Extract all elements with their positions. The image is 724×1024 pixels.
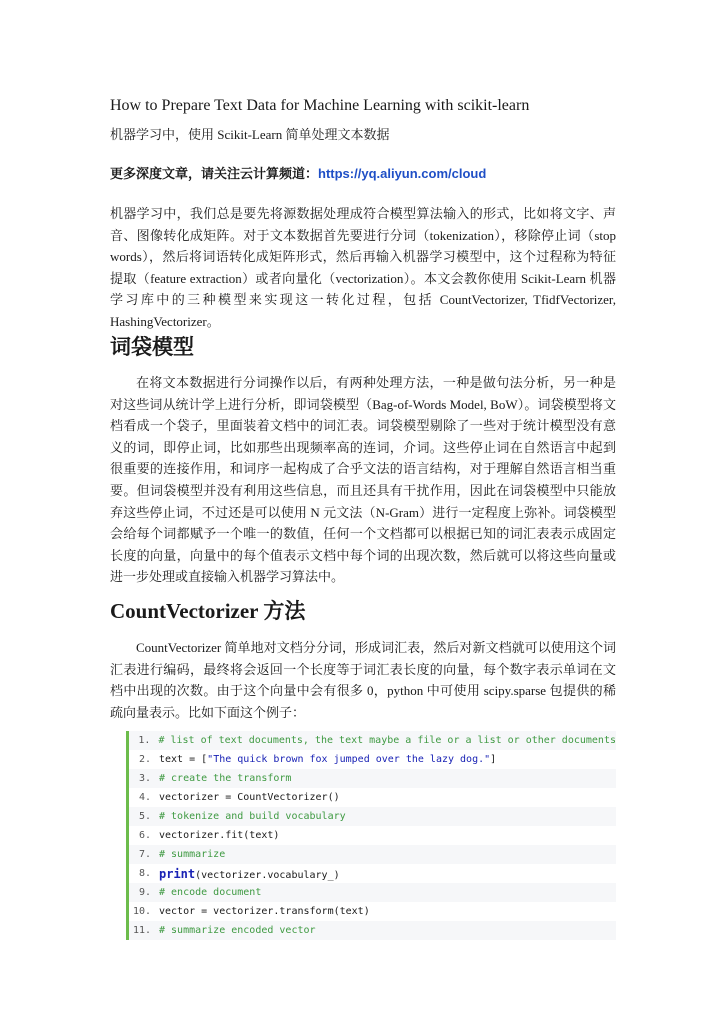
section-heading-bag-of-words: 词袋模型 bbox=[110, 335, 194, 359]
code-line bbox=[126, 788, 616, 807]
line-number: 3. bbox=[126, 769, 157, 788]
line-number: 1. bbox=[126, 731, 156, 750]
code-line bbox=[126, 826, 616, 845]
code-text: vectorizer = CountVectorizer() bbox=[159, 792, 340, 803]
code-text: vector = vectorizer.transform(text) bbox=[159, 906, 370, 917]
code-line bbox=[126, 921, 616, 940]
code-comment: # list of text documents, the text maybe a file or a list or other documents bbox=[158, 735, 616, 746]
promo-link[interactable]: https://yq.aliyun.com/cloud bbox=[318, 166, 487, 181]
code-comment: # encode document bbox=[159, 887, 262, 898]
code-keyword: print bbox=[159, 866, 196, 881]
code-token: text = [ bbox=[159, 754, 208, 765]
code-line bbox=[126, 750, 616, 769]
document-title-chinese: 机器学习中，使用 Scikit-Learn 简单处理文本数据 bbox=[110, 127, 390, 142]
promo-line bbox=[110, 165, 486, 183]
code-block bbox=[126, 731, 616, 940]
bag-of-words-paragraph: 在将文本数据进行分词操作以后，有两种处理方法，一种是做句法分析，另一种是对这些词从统计学上进行分析，即词袋模型（Bag-of-Words Model, BoW）。词袋模型将文档看成一个袋子，里面装着文档中的词汇表。词袋模型剔除了一些对于统计模型没有意义的词，即停止词，比如那些出现频率高的连词，介词。这些停止词在自然语言中起到很重要的连接作用，和词序一起构成了合乎文法的语言结构，对于理解自然语言相当重要。但词袋模型并没有利用这些信息，而且还具有干扰作用，因此在词袋模型中只能放弃这些停止词，不过还是可以使用 N 元文法（N-Gram）进行一定程度上弥补。词袋模型会给每个词都赋予一个唯一的数值，任何一个文档都可以根据已知的词汇表表示成固定长度的向量，向量中的每个值表示文档中每个词的出现次数，然后就可以将这些向量或进一步处理或直接输入机器学习算法中。 bbox=[110, 375, 616, 585]
line-number: 5. bbox=[126, 807, 157, 826]
code-text bbox=[157, 867, 340, 881]
code-line bbox=[126, 807, 616, 826]
code-line bbox=[126, 769, 616, 788]
intro-paragraph: 机器学习中，我们总是要先将源数据处理成符合模型算法输入的形式，比如将文字、声音、图像转化成矩阵。对于文本数据首先要进行分词（tokenization），移除停止词（stop words），然后将词语转化成矩阵形式，然后再输入机器学习模型中，这个过程称为特征提取（feature extraction）或者向量化（vectorization）。本文会教你使用 Scikit-Learn 机器学习库中的三种模型来实现这一转化过程，包括 CountVectorizer, TfidfVectorizer, HashingVectorizer。 bbox=[110, 206, 616, 329]
code-string: "The quick brown fox jumped over the lazy dog." bbox=[207, 754, 491, 765]
line-number: 8. bbox=[126, 864, 157, 883]
code-text: vectorizer.fit(text) bbox=[159, 830, 280, 841]
code-comment: # tokenize and build vocabulary bbox=[159, 811, 346, 822]
line-number: 2. bbox=[126, 750, 157, 769]
line-number: 10. bbox=[126, 902, 157, 921]
code-comment: # create the transform bbox=[159, 773, 292, 784]
section-heading-countvectorizer: CountVectorizer 方法 bbox=[110, 599, 306, 623]
document-title-english: How to Prepare Text Data for Machine Learning with scikit-learn bbox=[110, 97, 530, 114]
line-number: 11. bbox=[126, 921, 157, 940]
code-comment: # summarize encoded vector bbox=[159, 925, 316, 936]
promo-text: 更多深度文章，请关注云计算频道： bbox=[110, 166, 319, 181]
countvectorizer-paragraph: CountVectorizer 简单地对文档分分词，形成词汇表，然后对新文档就可以使用这个词汇表进行编码，最终将会返回一个长度等于词汇表长度的向量，每个数字表示单词在文档中出现的次数。由于这个向量中会有很多 0，python 中可使用 scipy.sparse 包提供的稀疏向量表示。比如下面这个例子： bbox=[110, 640, 616, 720]
code-line bbox=[126, 883, 616, 902]
code-line bbox=[126, 864, 616, 883]
code-comment: # summarize bbox=[159, 849, 226, 860]
code-token: ] bbox=[490, 754, 497, 765]
code-line bbox=[126, 731, 616, 750]
code-line bbox=[126, 845, 616, 864]
code-token: (vectorizer.vocabulary_) bbox=[195, 869, 340, 881]
code-text bbox=[157, 754, 496, 765]
line-number: 9. bbox=[126, 883, 157, 902]
code-line bbox=[126, 902, 616, 921]
line-number: 7. bbox=[126, 845, 157, 864]
line-number: 4. bbox=[126, 788, 157, 807]
line-number: 6. bbox=[126, 826, 157, 845]
